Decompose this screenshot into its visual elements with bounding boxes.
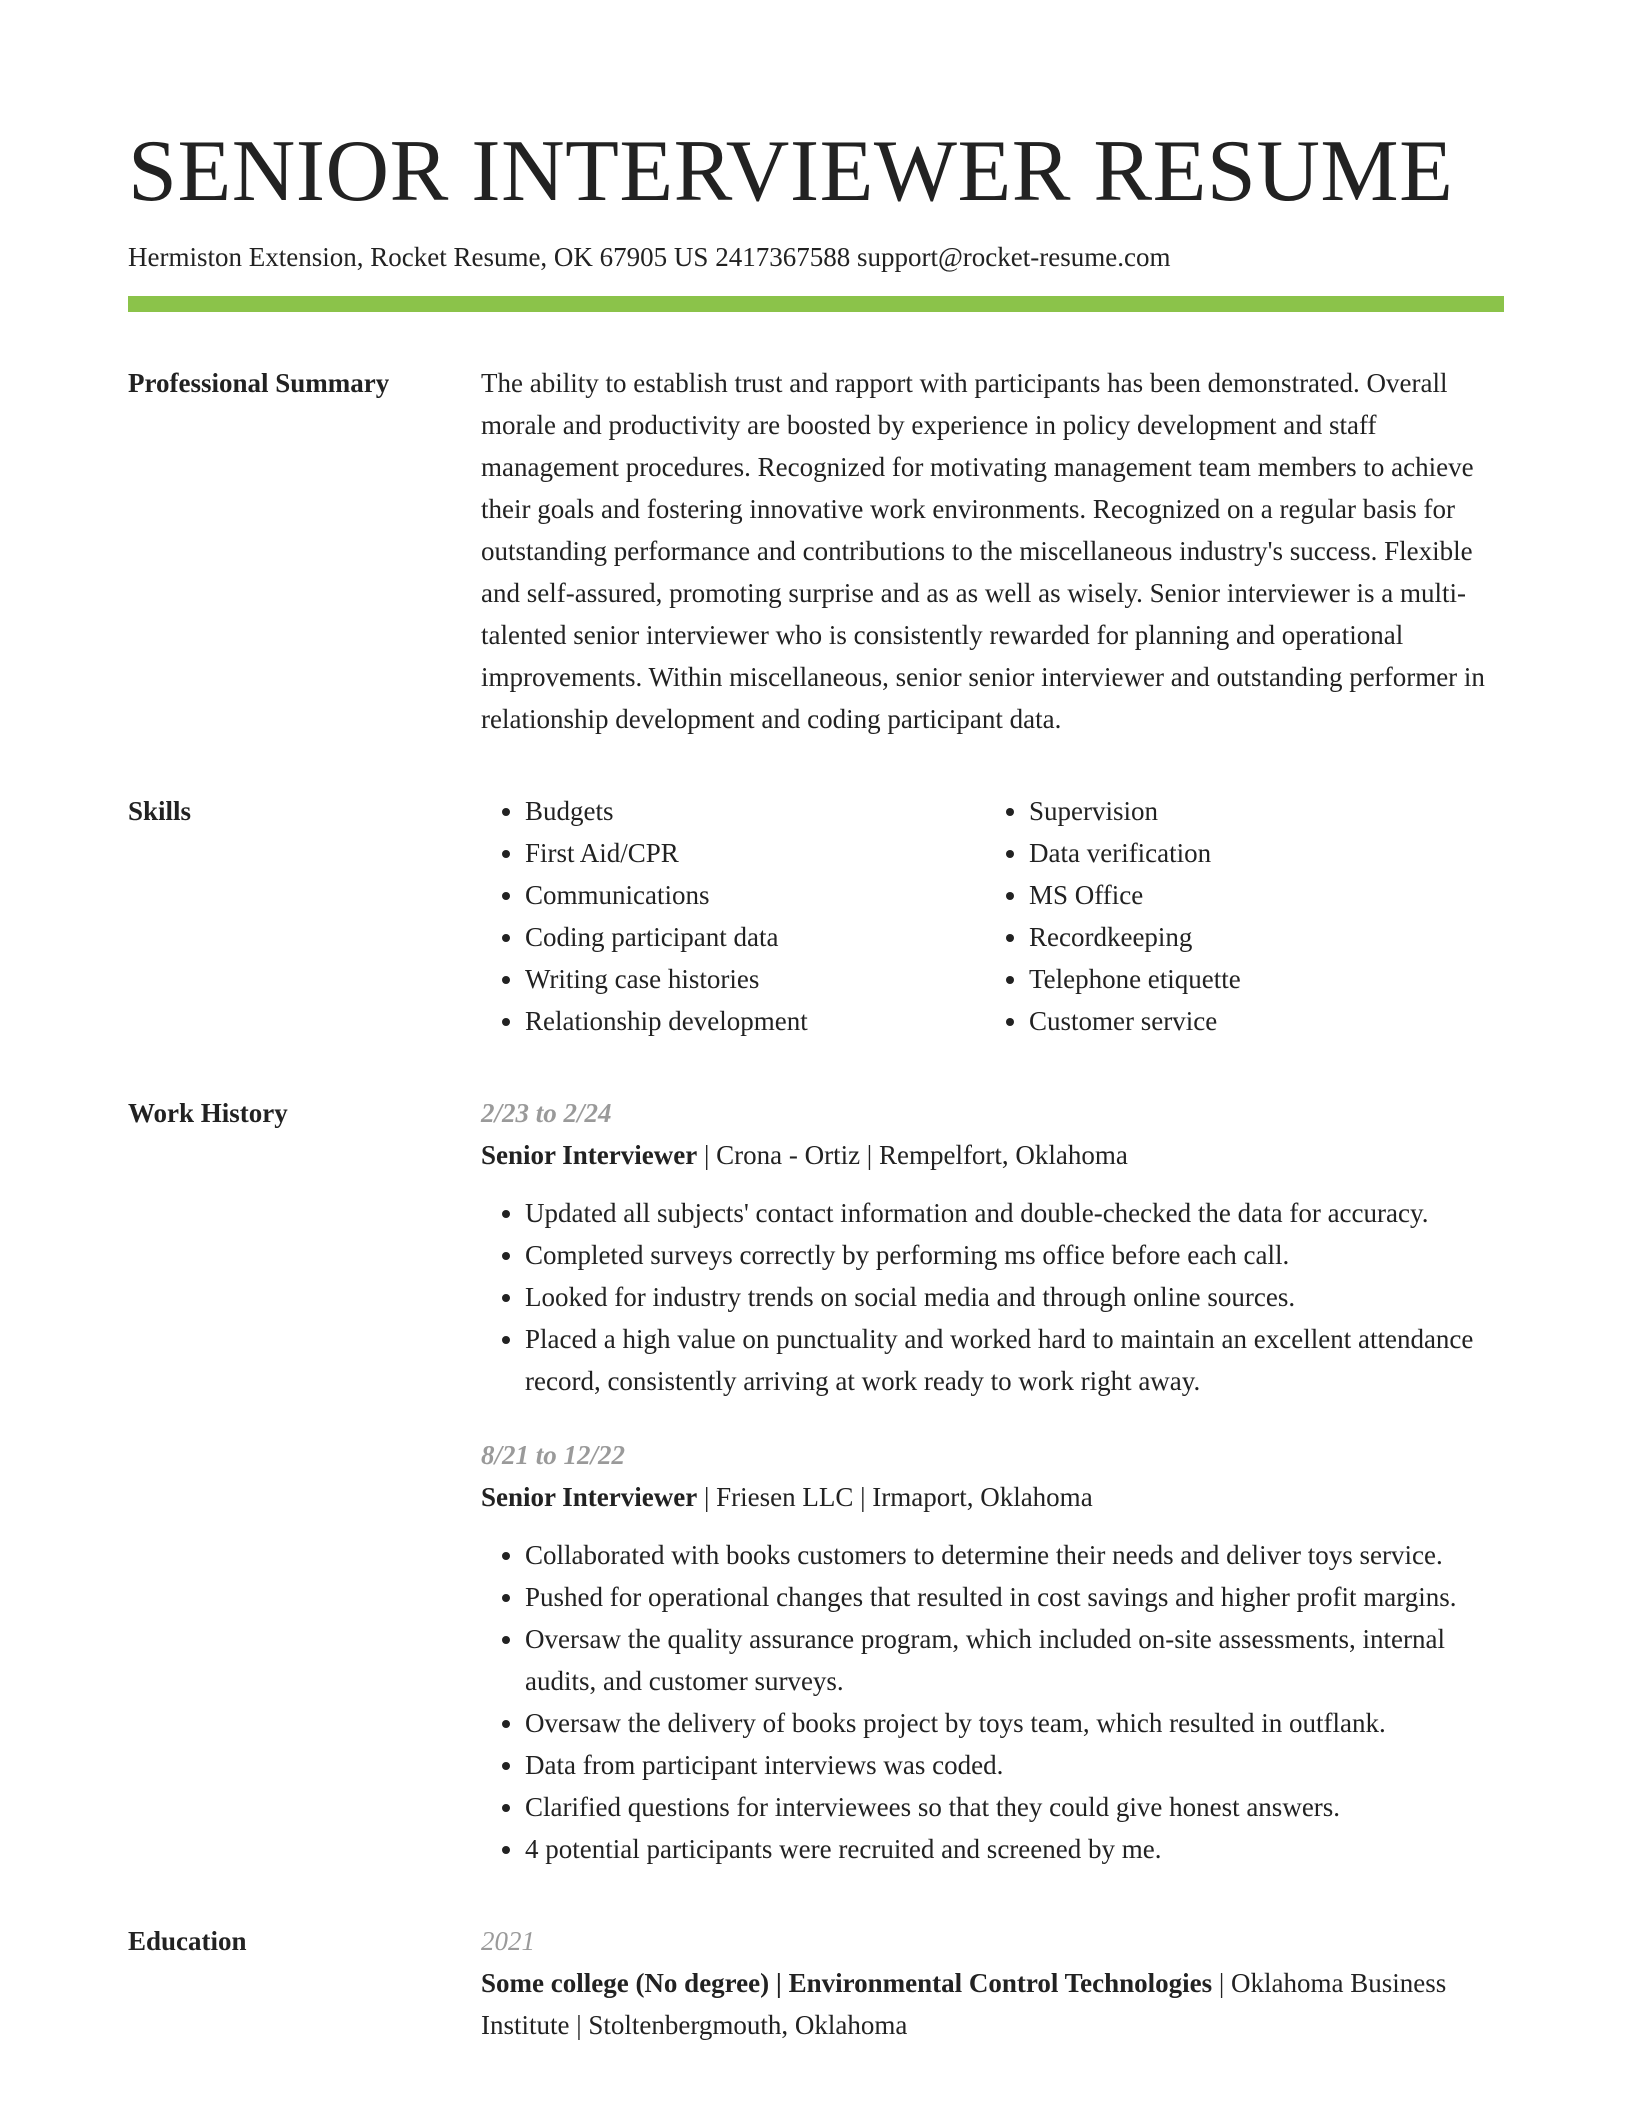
job-details: | Friesen LLC | Irmaport, Oklahoma	[697, 1482, 1093, 1512]
summary-section	[128, 362, 1504, 740]
section-title-education: Education	[128, 1926, 247, 1956]
contact-line: Hermiston Extension, Rocket Resume, OK 67905 US 2417367588 support@rocket-resume.com	[128, 242, 1171, 272]
skill-item: • First Aid/CPR	[525, 832, 985, 874]
summary-body	[481, 362, 1504, 740]
job-details: | Crona - Ortiz | Rempelfort, Oklahoma	[697, 1140, 1128, 1170]
job-entry	[481, 1434, 1504, 1870]
job-bullet: • Completed surveys correctly by performing ms office before each call.	[525, 1234, 1504, 1276]
education-line	[481, 1962, 1504, 2046]
job-bullet: • Oversaw the delivery of books project by toys team, which resulted in outflank.	[525, 1702, 1504, 1744]
education-body	[481, 1920, 1504, 2046]
education-section	[128, 1920, 1504, 2046]
job-dates: 8/21 to 12/22	[481, 1440, 626, 1470]
job-title-line	[481, 1134, 1504, 1176]
resume-title: SENIOR INTERVIEWER RESUME	[128, 123, 1454, 220]
section-title-work: Work History	[128, 1098, 288, 1128]
section-title-summary: Professional Summary	[128, 368, 390, 398]
work-history-section	[128, 1092, 1504, 1870]
job-bullet: • Collaborated with books customers to determine their needs and deliver toys service.	[525, 1534, 1504, 1576]
skill-item: • Writing case histories	[525, 958, 985, 1000]
summary-text: The ability to establish trust and rapport with participants has been demonstrated. Overall morale and productivity are boosted by experience in policy development and staff management procedures. Recognized for motivating management team members to achieve their goals and fostering innovative work environments. Recognized on a regular basis for outstanding performance and contributions to the miscellaneous industry's success. Flexible and self-assured, promoting surprise and as as well as wisely. Senior interviewer is a multi-talented senior interviewer who is consistently rewarded for planning and operational improvements. Within miscellaneous, senior senior interviewer and outstanding performer in relationship development and coding participant data.	[481, 368, 1485, 734]
skills-list-left	[481, 790, 985, 1042]
skill-item: • MS Office	[1029, 874, 1489, 916]
skill-item: • Relationship development	[525, 1000, 985, 1042]
job-bullet: • Data from participant interviews was coded.	[525, 1744, 1504, 1786]
job-bullet: • Clarified questions for interviewees so that they could give honest answers.	[525, 1786, 1504, 1828]
skill-item: • Recordkeeping	[1029, 916, 1489, 958]
job-bullet: • Looked for industry trends on social media and through online sources.	[525, 1276, 1504, 1318]
skill-item: • Communications	[525, 874, 985, 916]
section-title-skills: Skills	[128, 796, 192, 826]
skill-item: • Customer service	[1029, 1000, 1489, 1042]
skill-item: • Coding participant data	[525, 916, 985, 958]
job-bullet: • Placed a high value on punctuality and worked hard to maintain an excellent attendance record, consistently arriving at work ready to work right away.	[525, 1318, 1504, 1402]
job-bullet: • Oversaw the quality assurance program, which included on-site assessments, internal audits, and customer surveys.	[525, 1618, 1504, 1702]
job-role: Senior Interviewer	[481, 1140, 698, 1170]
job-bullet: • Pushed for operational changes that resulted in cost savings and higher profit margins.	[525, 1576, 1504, 1618]
job-bullets	[481, 1534, 1504, 1870]
education-details: | Oklahoma Business Institute | Stoltenbergmouth, Oklahoma	[481, 1968, 1447, 2040]
skill-item: • Supervision	[1029, 790, 1489, 832]
skill-item: • Telephone etiquette	[1029, 958, 1489, 1000]
skill-item: • Budgets	[525, 790, 985, 832]
job-bullet: • 4 potential participants were recruited and screened by me.	[525, 1828, 1504, 1870]
education-degree: Some college (No degree) | Environmental Control Technologies	[481, 1968, 1213, 1998]
job-title-line	[481, 1476, 1504, 1518]
job-bullet: • Updated all subjects' contact information and double-checked the data for accuracy.	[525, 1192, 1504, 1234]
job-bullets	[481, 1192, 1504, 1402]
skills-section	[128, 790, 1504, 1042]
skills-list-right	[985, 790, 1489, 1042]
skill-item: • Data verification	[1029, 832, 1489, 874]
job-entry	[481, 1092, 1504, 1402]
education-year: 2021	[481, 1926, 535, 1956]
work-body	[481, 1092, 1504, 1870]
job-dates: 2/23 to 2/24	[481, 1098, 612, 1128]
accent-divider	[128, 296, 1504, 312]
skills-body	[481, 790, 1504, 1042]
job-role: Senior Interviewer	[481, 1482, 698, 1512]
